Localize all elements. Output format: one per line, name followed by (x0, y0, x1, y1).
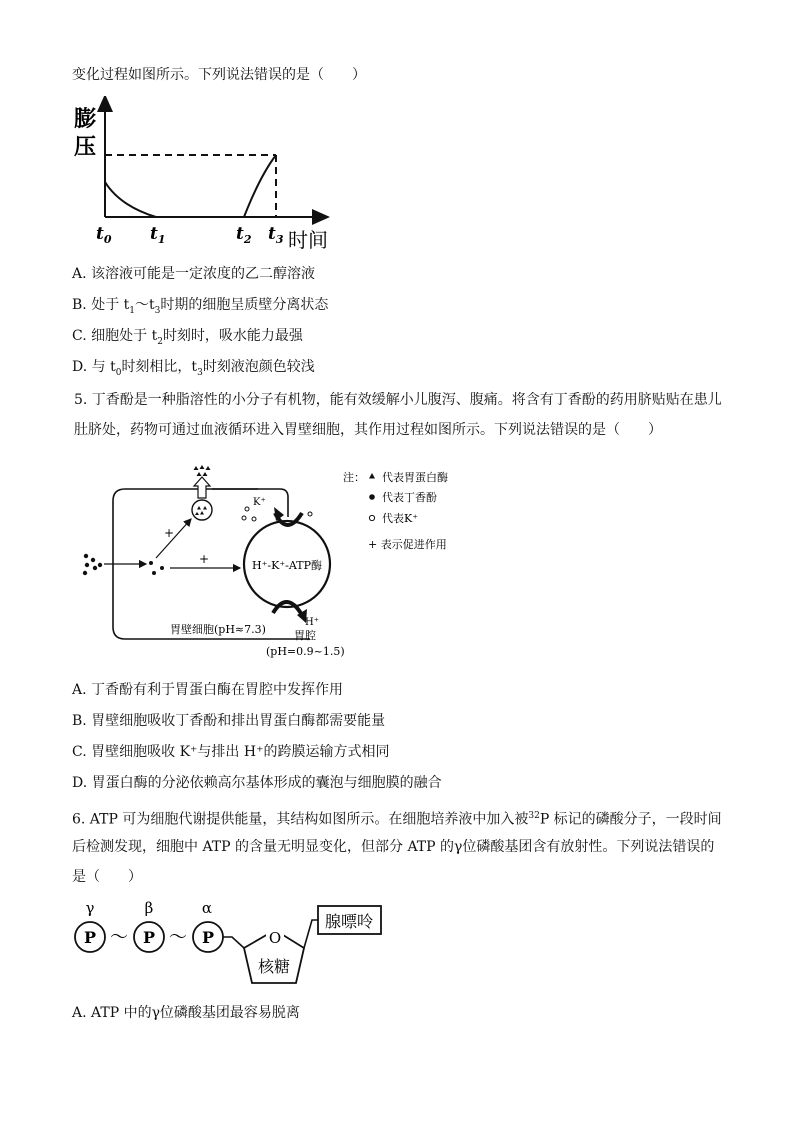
eugenol-molecule (98, 563, 102, 567)
legend-plus: + 表示促进作用 (368, 538, 447, 551)
q6-stem-line3: 是（ ） (72, 869, 142, 885)
q5-option-d: D. 胃蛋白酶的分泌依赖高尔基体形成的囊泡与细胞膜的融合 (72, 775, 442, 791)
ribose-label: 核糖 (257, 957, 291, 976)
legend-eugenol: 代表丁香酚 (382, 491, 437, 504)
t3-label: $t_3$ (268, 224, 284, 246)
svg-text:P: P (201, 928, 215, 947)
q4-option-b: B. 处于 $t_1\sim t_3$时期的细胞呈质壁分离状态 (72, 297, 329, 316)
oxygen-label: O (268, 929, 282, 947)
legend-pepsin: 代表胃蛋白酶 (382, 471, 448, 484)
q4-option-a: A. 该溶液可能是一定浓度的乙二醇溶液 (72, 266, 316, 282)
decreasing-curve (105, 182, 156, 217)
sugar-base-bond (304, 920, 318, 948)
t1-label: $t_1$ (150, 224, 166, 246)
q4-option-c: C. 细胞处于 $t_2$时刻时，吸水能力最强 (72, 328, 303, 347)
legend-title: 注： (343, 471, 365, 484)
svg-text:P: P (142, 928, 156, 947)
alpha-label: α (201, 899, 213, 917)
ylabel-top: 膨 (74, 106, 97, 132)
turgor-pressure-graph (70, 96, 340, 256)
high-energy-bond: ～ (110, 927, 128, 948)
high-energy-bond: ～ (169, 927, 187, 948)
q5-stem-line1: 5. 丁香酚是一种脂溶性的小分子有机物，能有效缓解小儿腹泻、腹痛。将含有丁香酚的药用脐贴贴在患儿 (74, 392, 722, 408)
cell-label: 胃壁细胞(pH≈7.3) (170, 623, 266, 636)
eugenol-molecule (149, 561, 153, 565)
pepsin-vesicle (192, 500, 212, 520)
hollow-dot-icon (369, 515, 374, 520)
xlabel: 时间 (288, 228, 328, 252)
lumen-ph-label: (pH=0.9~1.5) (266, 645, 345, 658)
q5-option-a: A. 丁香酚有利于胃蛋白酶在胃腔中发挥作用 (72, 682, 344, 698)
ylabel-bottom: 压 (74, 134, 97, 160)
phosphate-sugar-bond (223, 937, 244, 948)
eugenol-molecule (83, 571, 87, 575)
adenine-label: 腺嘌呤 (324, 912, 374, 931)
q4-stem: 变化过程如图所示。下列说法错误的是（ ） (72, 67, 366, 83)
q5-option-b: B. 胃壁细胞吸收丁香酚和排出胃蛋白酶都需要能量 (72, 713, 386, 729)
beta-label: β (144, 899, 154, 917)
gastric-cell-diagram (70, 455, 480, 665)
svg-text:P: P (83, 928, 97, 947)
eugenol-molecule (85, 563, 89, 567)
h-label: H⁺ (305, 617, 319, 628)
k-ion (242, 516, 246, 520)
enzyme-label: H⁺-K⁺-ATP酶 (252, 559, 322, 572)
k-ion (308, 512, 312, 516)
q6-option-a: A. ATP 中的γ位磷酸基团最容易脱离 (72, 1005, 300, 1021)
q5-stem-line2: 肚脐处，药物可通过血液循环进入胃壁细胞，其作用过程如图所示。下列说法错误的是（ ） (74, 422, 662, 438)
legend-k: 代表K⁺ (382, 512, 419, 525)
exocytosis-arrow (194, 477, 210, 498)
triangle-icon (369, 473, 375, 479)
eugenol-molecule (152, 571, 156, 575)
k-label: K⁺ (253, 497, 266, 508)
eugenol-molecule (91, 558, 95, 562)
t0-label: $t_0$ (96, 224, 112, 246)
eugenol-molecule (84, 554, 88, 558)
q4-option-d: D. 与 $t_0$时刻相比，$t_3$时刻液泡颜色较浅 (72, 359, 315, 378)
eugenol-molecule (93, 566, 97, 570)
plus-sign: + (164, 526, 175, 540)
released-pepsin (194, 465, 211, 476)
k-ion (252, 517, 256, 521)
filled-dot-icon (369, 494, 375, 500)
q6-stem-line1: 6. ATP 可为细胞代谢提供能量，其结构如图所示。在细胞培养液中加入被$^{32}$P 标记的磷酸分子，一段时间 (72, 811, 722, 828)
eugenol-molecule (160, 566, 164, 570)
q5-option-c: C. 胃壁细胞吸收 K⁺与排出 H⁺的跨膜运输方式相同 (72, 744, 390, 760)
plus-sign: + (199, 552, 210, 566)
k-ion (245, 507, 249, 511)
gamma-label: γ (85, 899, 95, 917)
increasing-curve (244, 155, 276, 217)
t2-label: $t_2$ (236, 224, 252, 246)
q6-stem-line2: 后检测发现，细胞中 ATP 的含量无明显变化，但部分 ATP 的γ位磷酸基团含有放射性。下列说法错误的 (72, 839, 715, 855)
atp-structure-diagram (68, 896, 388, 996)
lumen-label: 胃腔 (294, 629, 316, 642)
